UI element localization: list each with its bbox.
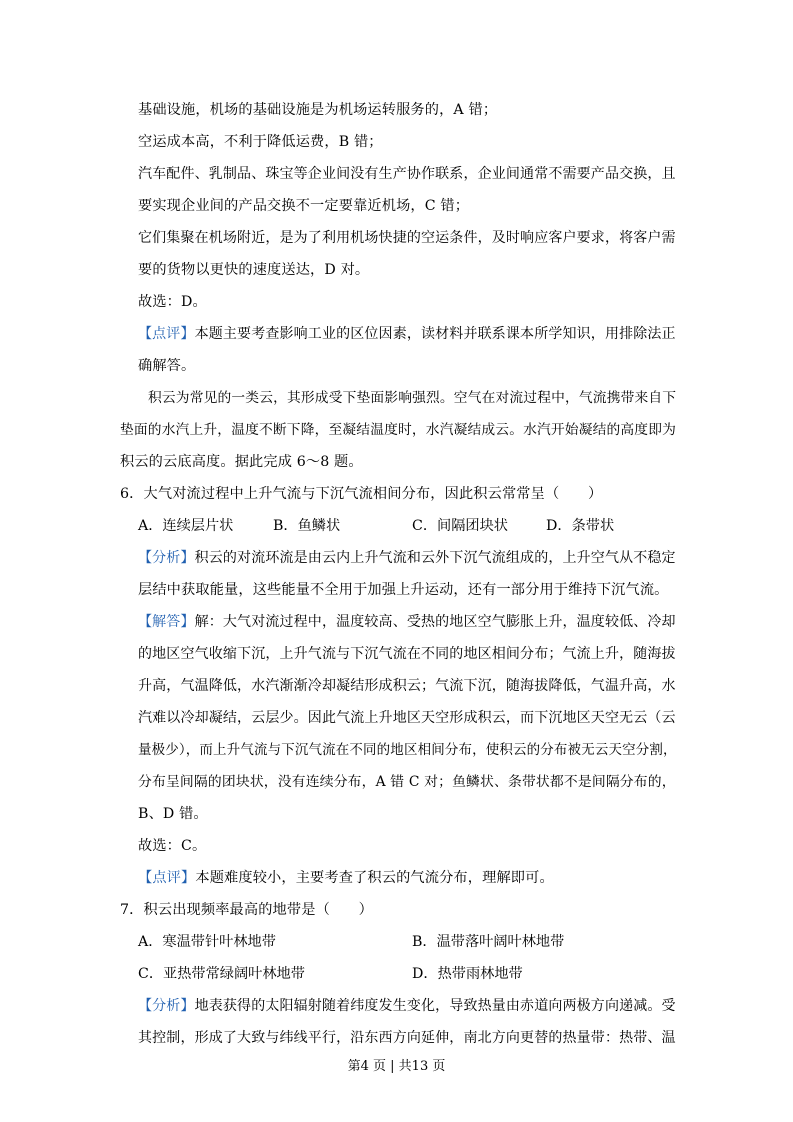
- answer-line: 故选：D。: [138, 294, 207, 310]
- text-line: B、D 错。: [138, 806, 208, 822]
- comment-line: [138, 868, 554, 888]
- q6-option-a: A．连续层片状: [138, 518, 234, 534]
- question-6: 6．大气对流过程中上升气流与下沉气流相间分布，因此积云常常呈（ ）: [120, 486, 603, 502]
- solution-text: 解：大气对流过程中，温度较高、受热的地区空气膨胀上升，温度较低、冷却: [194, 614, 676, 630]
- analysis-text: 地表获得的太阳辐射随着纬度发生变化，导致热量由赤道向两极方向递减。受: [194, 998, 676, 1014]
- q6-option-b: B．鱼鳞状: [273, 518, 341, 534]
- page-footer: 第4 页 | 共13 页: [347, 1059, 446, 1074]
- solution-tag: 【解答】: [138, 614, 195, 630]
- comment-text: 本题主要考查影响工业的区位因素，读材料并联系课本所学知识，用排除法正: [194, 326, 676, 342]
- question-7: 7．积云出现频率最高的地带是（ ）: [120, 902, 373, 918]
- comment-text: 本题难度较小，主要考查了积云的气流分布，理解即可。: [195, 870, 554, 886]
- comment-line: [138, 324, 676, 344]
- analysis-tag: 【分析】: [138, 550, 195, 566]
- q7-option-d: D．热带雨林地带: [412, 966, 523, 982]
- text-line: 要实现企业间的产品交换不一定要靠近机场，C 错；: [138, 198, 470, 214]
- analysis-line: [138, 996, 676, 1016]
- passage-line: 积云的云底高度。据此完成 6～8 题。: [120, 454, 363, 470]
- text-line: 基础设施，机场的基础设施是为机场运转服务的，A 错；: [138, 102, 498, 118]
- comment-tag: 【点评】: [138, 326, 195, 342]
- analysis-text: 积云的对流环流是由云内上升气流和云外下沉气流组成的，上升空气从不稳定: [194, 550, 676, 566]
- analysis-tag: 【分析】: [138, 998, 195, 1014]
- comment-tag: 【点评】: [138, 870, 196, 886]
- text-line: 量极少），而上升气流与下沉气流在不同的地区相间分布，使积云的分布被无云天空分割，: [138, 742, 677, 758]
- text-line: 汽难以冷却凝结，云层少。因此气流上升地区天空形成积云，而下沉地区天空无云（云: [138, 710, 676, 726]
- q7-option-b: B．温带落叶阔叶林地带: [412, 934, 565, 950]
- answer-line: 故选：C。: [138, 838, 207, 854]
- passage-line: 积云为常见的一类云，其形成受下垫面影响强烈。空气在对流过程中，气流携带来自下: [148, 390, 677, 406]
- text-line: 的地区空气收缩下沉，上升气流与下沉气流在不同的地区相间分布；气流上升，随海拔: [138, 646, 676, 662]
- q6-option-c: C．间隔团块状: [412, 518, 508, 534]
- text-line: 升高，气温降低，水汽渐渐冷却凝结形成积云；气流下沉，随海拔降低，气温升高，水: [138, 678, 676, 694]
- text-line: 其控制，形成了大致与纬线平行，沿东西方向延伸，南北方向更替的热量带：热带、温: [138, 1030, 676, 1046]
- text-line: 层结中获取能量，这些能量不全用于加强上升运动，还有一部分用于维持下沉气流。: [138, 582, 669, 598]
- solution-line: [138, 612, 676, 632]
- text-line: 它们集聚在机场附近，是为了利用机场快捷的空运条件，及时响应客户要求，将客户需: [138, 230, 676, 246]
- text-line: 汽车配件、乳制品、珠宝等企业间没有生产协作联系，企业间通常不需要产品交换，且: [138, 166, 676, 182]
- q7-option-c: C．亚热带常绿阔叶林地带: [138, 966, 305, 982]
- passage-line: 垫面的水汽上升，温度不断下降，至凝结温度时，水汽凝结成云。水汽开始凝结的高度即为: [120, 422, 677, 438]
- analysis-line: [138, 548, 676, 568]
- text-line: 确解答。: [138, 358, 196, 374]
- q6-option-d: D．条带状: [546, 518, 615, 534]
- text-line: 空运成本高，不利于降低运费，B 错；: [138, 134, 383, 150]
- q7-option-a: A．寒温带针叶林地带: [138, 934, 276, 950]
- text-line: 要的货物以更快的速度送达，D 对。: [138, 262, 370, 278]
- text-line: 分布呈间隔的团块状，没有连续分布，A 错 C 对；鱼鳞状、条带状都不是间隔分布的，: [138, 774, 676, 790]
